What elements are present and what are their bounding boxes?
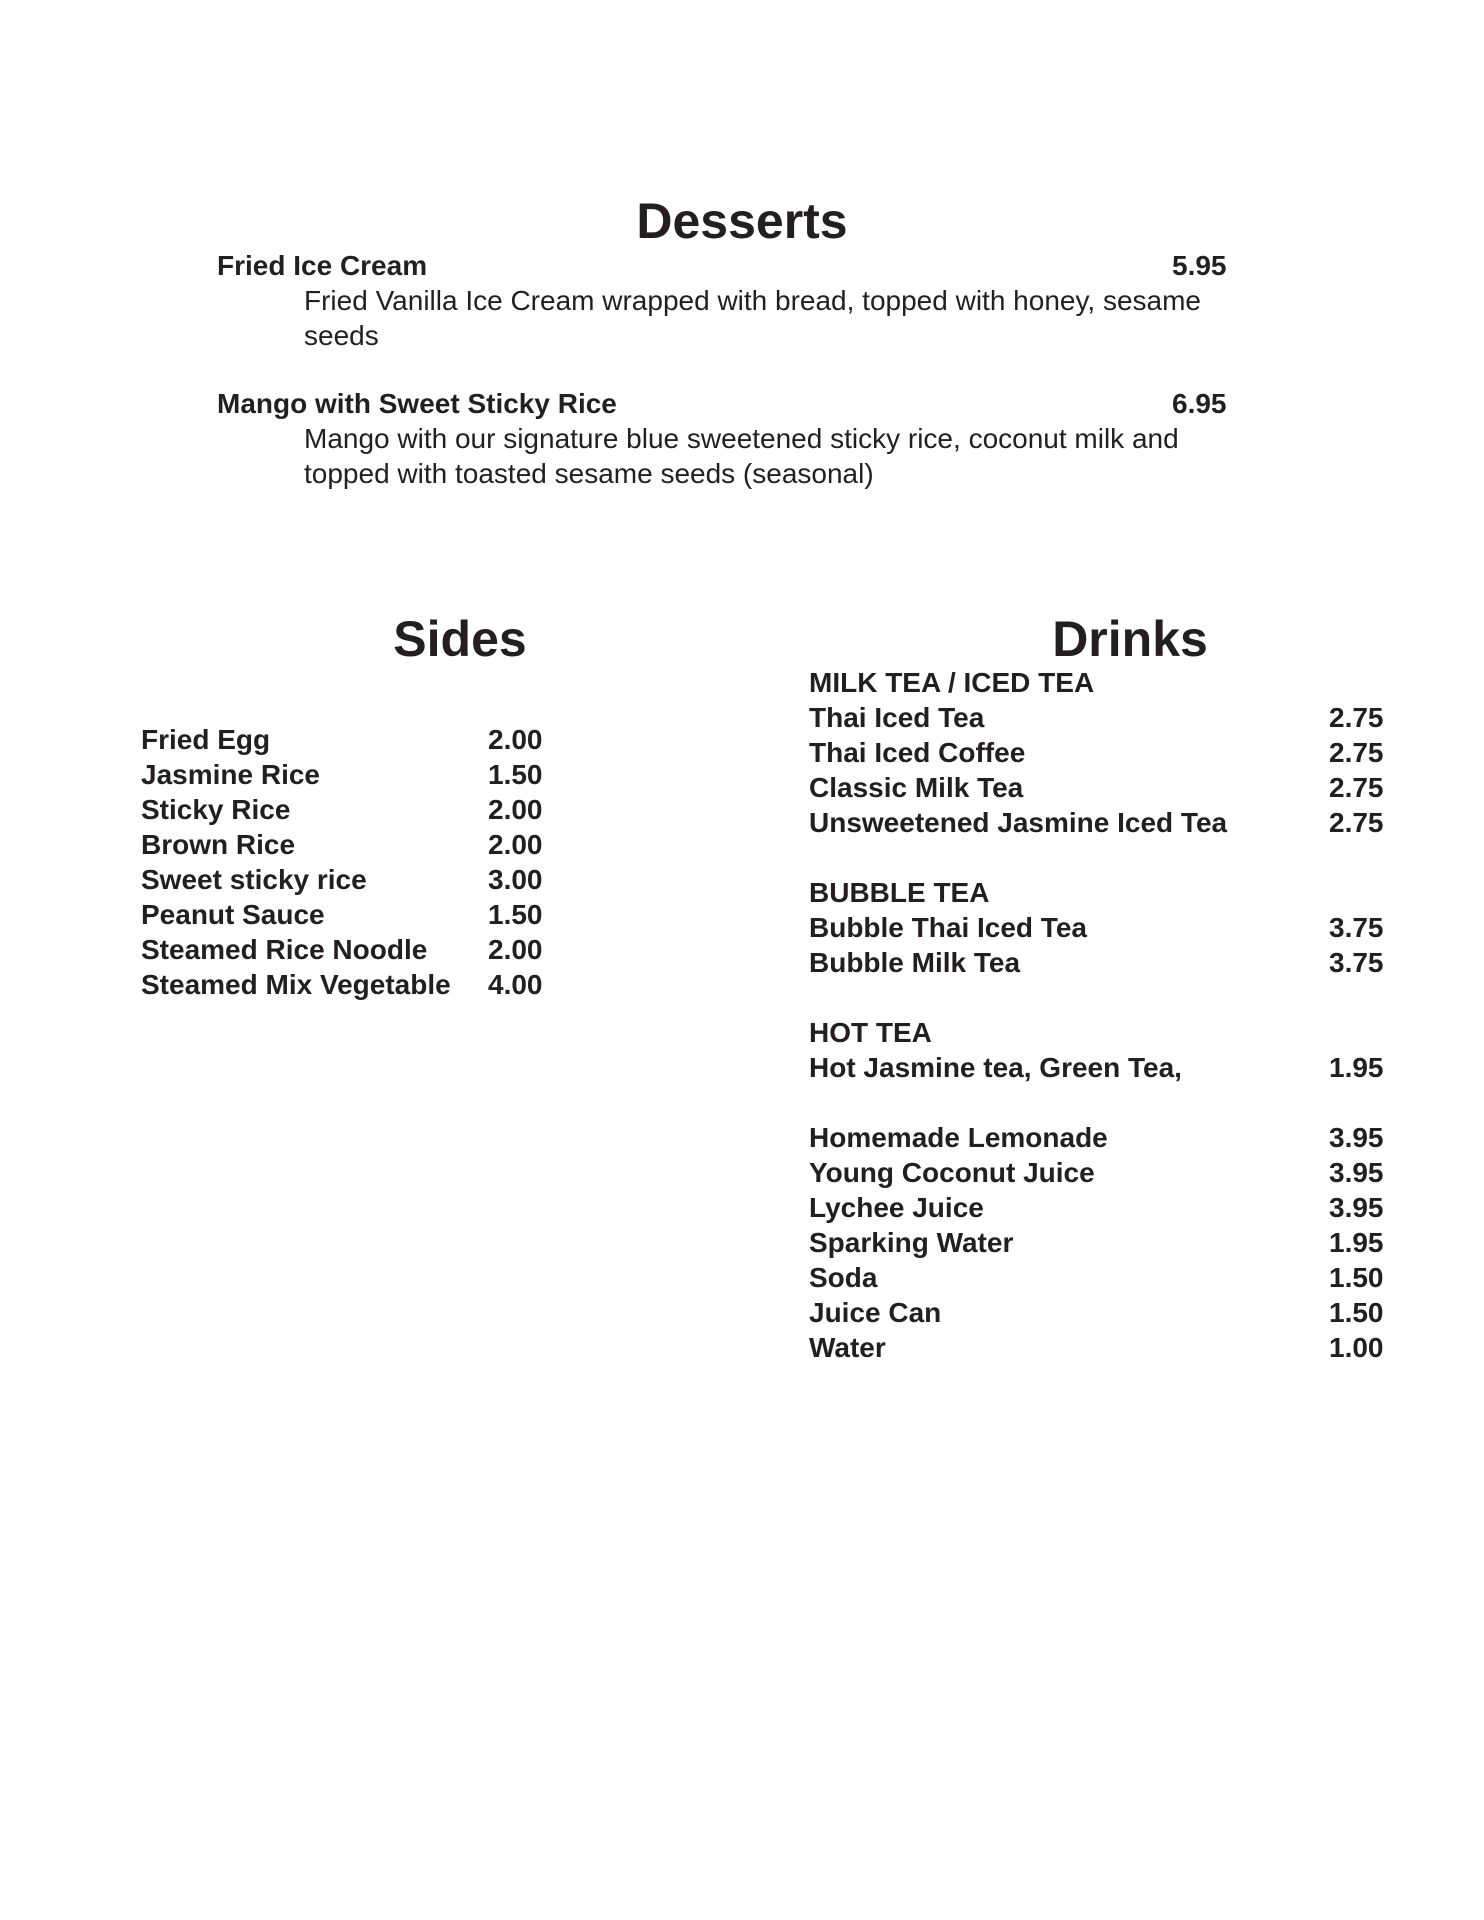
- item-price: 1.50: [1329, 1262, 1384, 1293]
- dessert-price: 5.95: [1172, 250, 1227, 281]
- item-price: 1.95: [1329, 1052, 1384, 1083]
- item-name: Hot Jasmine tea, Green Tea,: [809, 1052, 1182, 1083]
- drink-item: [809, 945, 1389, 980]
- dessert-name: Mango with Sweet Sticky Rice: [217, 388, 617, 419]
- item-price: 1.95: [1329, 1227, 1384, 1258]
- item-name: Classic Milk Tea: [809, 772, 1024, 803]
- item-name: Sparking Water: [809, 1227, 1014, 1258]
- drink-item: [809, 1225, 1389, 1260]
- side-item: [141, 932, 561, 967]
- item-name: Unsweetened Jasmine Iced Tea: [809, 807, 1228, 838]
- side-item: [141, 897, 561, 932]
- drink-item: [809, 1155, 1389, 1190]
- drinks-title: Drinks: [1052, 611, 1208, 667]
- dessert-name: Fried Ice Cream: [217, 250, 428, 281]
- drink-item: [809, 735, 1389, 770]
- item-price: 3.75: [1329, 912, 1384, 943]
- drink-item: [809, 700, 1389, 735]
- item-name: Lychee Juice: [809, 1192, 984, 1223]
- item-name: Steamed Mix Vegetable: [141, 969, 451, 1000]
- desserts-title: Desserts: [636, 193, 848, 249]
- item-name: Sticky Rice: [141, 794, 291, 825]
- item-price: 2.75: [1329, 737, 1384, 768]
- side-item: [141, 862, 561, 897]
- item-price: 2.75: [1329, 702, 1384, 733]
- drink-item: [809, 1190, 1389, 1225]
- item-name: Jasmine Rice: [141, 759, 320, 790]
- dessert-price: 6.95: [1172, 388, 1227, 419]
- side-item: [141, 827, 561, 862]
- item-price: 1.50: [1329, 1297, 1384, 1328]
- drink-group-title: BUBBLE TEA: [809, 877, 990, 908]
- item-name: Thai Iced Coffee: [809, 737, 1026, 768]
- drink-item: [809, 805, 1389, 840]
- item-price: 2.75: [1329, 772, 1384, 803]
- item-name: Young Coconut Juice: [809, 1157, 1095, 1188]
- side-item: [141, 722, 561, 757]
- item-name: Sweet sticky rice: [141, 864, 367, 895]
- drink-item: [809, 1330, 1389, 1365]
- item-price: 1.50: [488, 759, 543, 790]
- item-name: Soda: [809, 1262, 878, 1293]
- item-price: 1.00: [1329, 1332, 1384, 1363]
- dessert-description: Mango with our signature blue sweetened sticky rice, coconut milk and topped with toasted sesame seeds (seasonal): [304, 423, 1179, 489]
- item-name: Peanut Sauce: [141, 899, 325, 930]
- drinks-list: [809, 665, 1389, 1365]
- item-name: Steamed Rice Noodle: [141, 934, 428, 965]
- dessert-header: [217, 249, 1237, 283]
- drink-item: [809, 1050, 1389, 1085]
- item-name: Bubble Thai Iced Tea: [809, 912, 1087, 943]
- item-price: 3.75: [1329, 947, 1384, 978]
- item-price: 2.75: [1329, 807, 1384, 838]
- side-item: [141, 757, 561, 792]
- drink-group-title: MILK TEA / ICED TEA: [809, 667, 1095, 698]
- drink-group-title: HOT TEA: [809, 1017, 932, 1048]
- side-item: [141, 967, 561, 1002]
- drink-group: [809, 1120, 1389, 1365]
- item-price: 2.00: [488, 724, 543, 755]
- dessert-description: Fried Vanilla Ice Cream wrapped with bread, topped with honey, sesame seeds: [304, 285, 1201, 351]
- item-price: 3.95: [1329, 1157, 1384, 1188]
- drink-item: [809, 770, 1389, 805]
- item-name: Brown Rice: [141, 829, 296, 860]
- dessert-item: [217, 387, 1237, 491]
- item-price: 2.00: [488, 934, 543, 965]
- item-name: Juice Can: [809, 1297, 942, 1328]
- item-price: 3.00: [488, 864, 543, 895]
- side-item: [141, 792, 561, 827]
- item-price: 3.95: [1329, 1122, 1384, 1153]
- dessert-item: [217, 249, 1237, 353]
- drink-group: [809, 665, 1389, 840]
- drink-item: [809, 1120, 1389, 1155]
- item-price: 3.95: [1329, 1192, 1384, 1223]
- sides-list: [141, 722, 561, 1002]
- drink-item: [809, 910, 1389, 945]
- item-name: Homemade Lemonade: [809, 1122, 1108, 1153]
- item-name: Bubble Milk Tea: [809, 947, 1021, 978]
- drink-group: [809, 875, 1389, 980]
- item-price: 2.00: [488, 829, 543, 860]
- item-name: Fried Egg: [141, 724, 271, 755]
- item-name: Thai Iced Tea: [809, 702, 985, 733]
- drink-item: [809, 1260, 1389, 1295]
- dessert-header: [217, 387, 1237, 421]
- sides-title: Sides: [393, 611, 527, 667]
- item-price: 1.50: [488, 899, 543, 930]
- drink-group: [809, 1015, 1389, 1085]
- item-price: 2.00: [488, 794, 543, 825]
- drink-item: [809, 1295, 1389, 1330]
- item-name: Water: [809, 1332, 886, 1363]
- item-price: 4.00: [488, 969, 543, 1000]
